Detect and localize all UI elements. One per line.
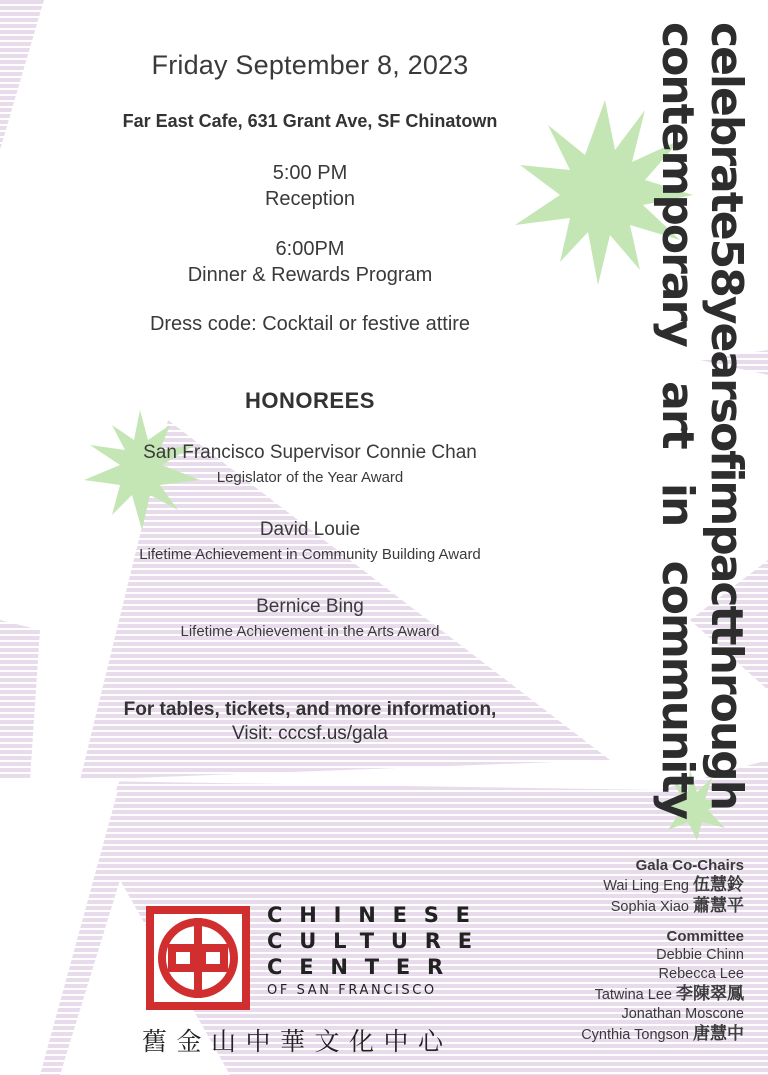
honoree-award: Lifetime Achievement in Community Building Award: [139, 546, 481, 563]
member-name-zh: 唐慧中: [693, 1024, 744, 1043]
member-name: Debbie Chinn: [656, 947, 744, 963]
event-venue: Far East Cafe, 631 Grant Ave, SF Chinatown: [122, 111, 498, 131]
member-name: Jonathan Moscone: [621, 1006, 744, 1022]
event-date: Friday September 8, 2023: [151, 50, 469, 80]
info-block: [60, 698, 560, 746]
honorees-heading: HONOREES: [245, 388, 375, 413]
cccsf-logo-icon: [146, 906, 250, 1010]
member-name-zh: 李陳翠鳳: [676, 984, 744, 1003]
committee-heading: Committee: [666, 928, 744, 945]
schedule-time: 5:00 PM: [272, 162, 348, 184]
cochair-name: Sophia Xiao: [610, 899, 689, 915]
honoree-name: Bernice Bing: [256, 596, 364, 617]
member-name: Tatwina Lee: [594, 987, 672, 1003]
logo-chinese-name: 舊金山中華文化中心: [142, 1028, 453, 1056]
committee-block: [581, 856, 744, 1045]
cochair-name-zh: 蕭慧平: [693, 896, 744, 915]
dress-code: Dress code: Cocktail or festive attire: [149, 313, 471, 335]
schedule-item: [60, 236, 560, 288]
cochair-row: [581, 875, 744, 896]
info-text: For tables, tickets, and more information,: [123, 699, 497, 720]
member-row: [581, 1024, 744, 1045]
member-name: Cynthia Tongson: [581, 1027, 689, 1043]
schedule-label: Dinner & Rewards Program: [187, 264, 433, 286]
honoree-award: Lifetime Achievement in the Arts Award: [180, 623, 440, 640]
schedule-label: Reception: [264, 188, 356, 210]
tagline-line-2: contemporary art in community: [652, 22, 703, 819]
cochair-name-zh: 伍慧鈴: [693, 875, 744, 894]
logo-wordmark: [267, 902, 489, 1000]
honoree-name: San Francisco Supervisor Connie Chan: [143, 442, 477, 463]
logo-line: CHINESE: [267, 903, 487, 927]
logo-line: CULTURE: [267, 929, 489, 953]
honoree-item: [60, 595, 560, 645]
schedule-item: [60, 160, 560, 212]
honoree-item: [60, 518, 560, 568]
honoree-item: [60, 441, 560, 491]
info-link[interactable]: Visit: cccsf.us/gala: [232, 723, 388, 744]
logo-subline: OF SAN FRANCISCO: [267, 983, 437, 998]
member-row: [581, 946, 744, 965]
cochair-row: [581, 896, 744, 917]
honoree-award: Legislator of the Year Award: [216, 469, 404, 486]
cochairs-heading: Gala Co-Chairs: [635, 857, 744, 874]
cochair-name: Wai Ling Eng: [603, 878, 689, 894]
member-name: Rebecca Lee: [658, 966, 744, 982]
tagline-line-1: celebrate58yearsofimpactthrough: [701, 22, 752, 809]
member-row: [581, 984, 744, 1005]
member-row: [581, 965, 744, 984]
honoree-name: David Louie: [259, 519, 361, 540]
schedule-time: 6:00PM: [275, 238, 345, 260]
member-row: [581, 1005, 744, 1024]
logo-line: CENTER: [267, 955, 460, 979]
